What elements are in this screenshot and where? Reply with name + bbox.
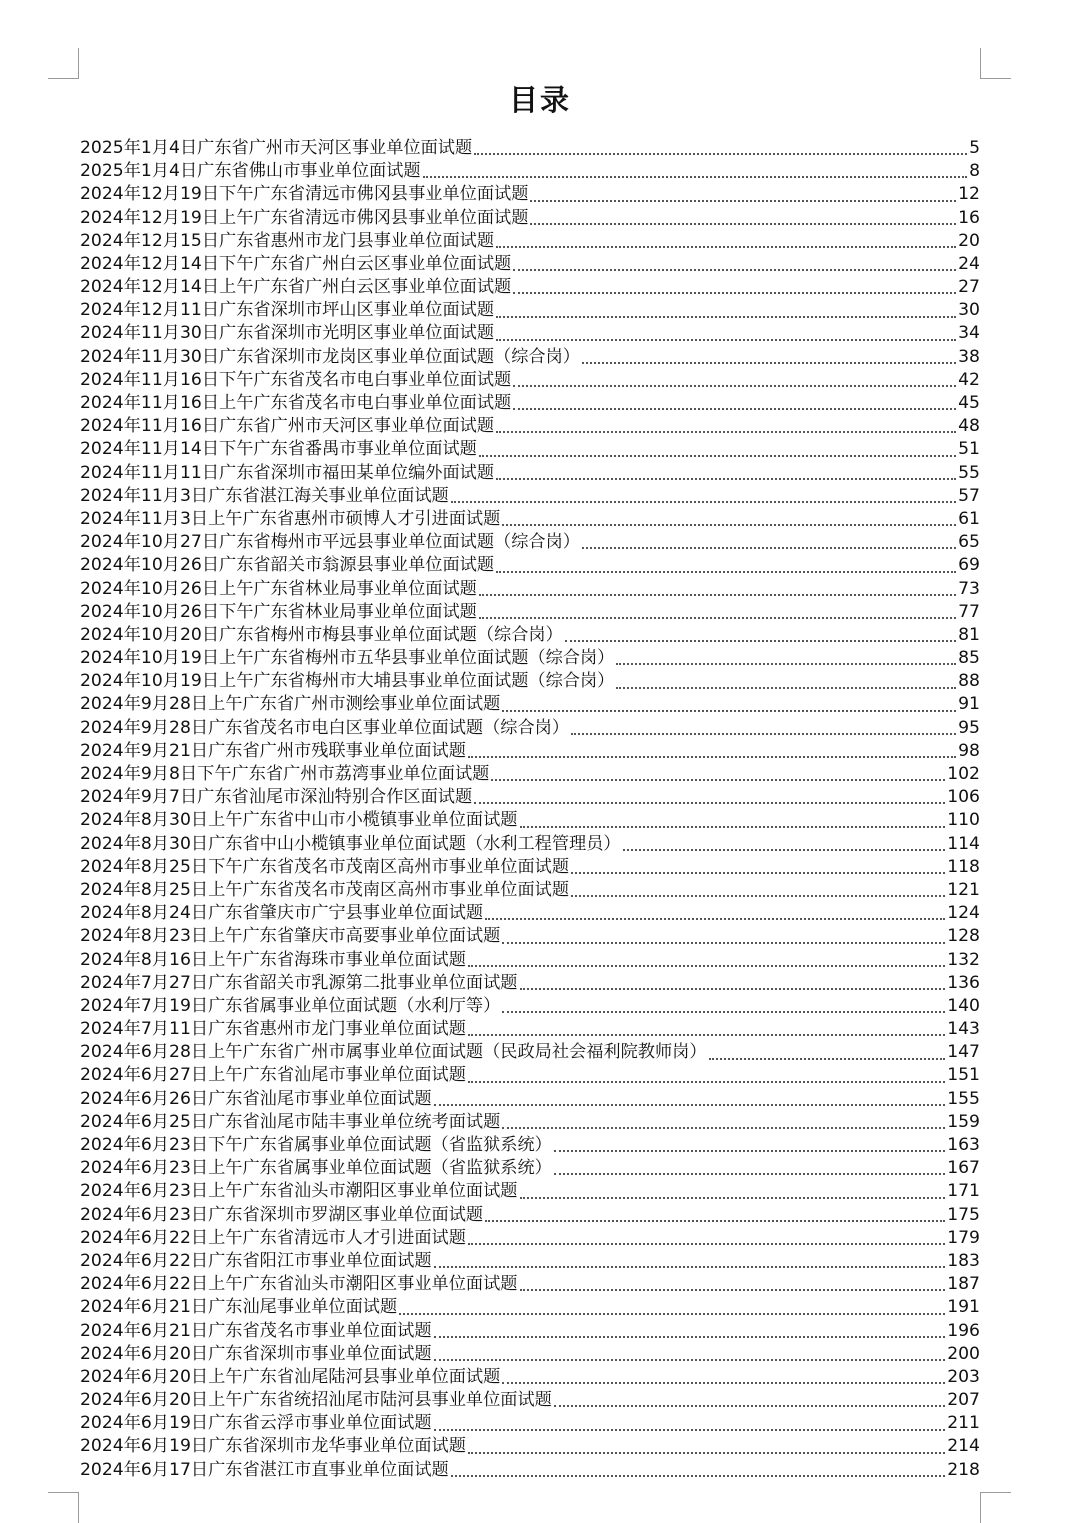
- toc-dot-leader: [496, 245, 956, 248]
- toc-entry-title: 2024年6月20日广东省深圳市事业单位面试题: [80, 1343, 432, 1364]
- toc-dot-leader: [479, 593, 956, 596]
- toc-entry[interactable]: [80, 462, 980, 485]
- toc-entry[interactable]: [80, 415, 980, 438]
- toc-dot-leader: [520, 1288, 946, 1291]
- toc-entry-title: 2024年6月23日上午广东省属事业单位面试题（省监狱系统）: [80, 1158, 552, 1179]
- toc-dot-leader: [554, 1149, 945, 1152]
- toc-entry[interactable]: [80, 369, 980, 392]
- toc-entry-title: 2024年8月24日广东省肇庆市广宁县事业单位面试题: [80, 903, 484, 924]
- toc-page-number: 118: [947, 856, 980, 877]
- toc-page-number: 69: [958, 555, 980, 576]
- toc-entry[interactable]: [80, 902, 980, 925]
- toc-page-number: 151: [947, 1065, 980, 1086]
- toc-entry-title: 2024年8月25日下午广东省茂名市茂南区高州市事业单位面试题: [80, 856, 570, 877]
- toc-entry-title: 2024年6月21日广东汕尾事业单位面试题: [80, 1297, 398, 1318]
- toc-entry-title: 2024年6月22日上午广东省汕头市潮阳区事业单位面试题: [80, 1274, 518, 1295]
- toc-entry[interactable]: [80, 925, 980, 948]
- toc-dot-leader: [502, 1381, 945, 1384]
- toc-entry-title: 2024年6月19日广东省深圳市龙华事业单位面试题: [80, 1436, 466, 1457]
- toc-dot-leader: [468, 1242, 945, 1245]
- toc-entry-title: 2024年6月19日广东省云浮市事业单位面试题: [80, 1413, 432, 1434]
- toc-entry[interactable]: [80, 1111, 980, 1134]
- toc-entry[interactable]: [80, 1412, 980, 1435]
- toc-dot-leader: [485, 1219, 945, 1222]
- toc-entry[interactable]: [80, 253, 980, 276]
- toc-page-number: 132: [947, 949, 980, 970]
- toc-entry[interactable]: [80, 531, 980, 554]
- toc-dot-leader: [502, 1010, 945, 1013]
- toc-entry-title: 2024年8月30日广东省中山小榄镇事业单位面试题（水利工程管理员）: [80, 833, 621, 854]
- toc-entry-title: 2024年12月19日上午广东省清远市佛冈县事业单位面试题: [80, 207, 529, 228]
- toc-page-number: 196: [947, 1320, 980, 1341]
- toc-page-number: 159: [947, 1111, 980, 1132]
- toc-entry-title: 2024年9月28日上午广东省广州市测绘事业单位面试题: [80, 694, 501, 715]
- toc-dot-leader: [434, 1358, 946, 1361]
- toc-entry-title: 2024年6月26日广东省汕尾市事业单位面试题: [80, 1088, 432, 1109]
- toc-page-number: 61: [958, 508, 980, 529]
- toc-entry-title: 2024年12月14日上午广东省广州白云区事业单位面试题: [80, 277, 512, 298]
- toc-entry-title: 2024年6月22日广东省阳江市事业单位面试题: [80, 1250, 432, 1271]
- toc-dot-leader: [468, 1451, 945, 1454]
- toc-page-number: 128: [947, 926, 980, 947]
- toc-page-number: 57: [958, 485, 980, 506]
- toc-dot-leader: [451, 1474, 945, 1477]
- toc-entry[interactable]: [80, 508, 980, 531]
- toc-page-number: 20: [958, 230, 980, 251]
- toc-dot-leader: [520, 987, 946, 990]
- toc-dot-leader: [468, 1033, 945, 1036]
- toc-entry[interactable]: [80, 809, 980, 832]
- toc-entry[interactable]: [80, 1436, 980, 1459]
- toc-entry-title: 2024年8月16日上午广东省海珠市事业单位面试题: [80, 949, 466, 970]
- toc-page-number: 121: [947, 879, 980, 900]
- toc-entry-title: 2024年6月23日下午广东省属事业单位面试题（省监狱系统）: [80, 1135, 552, 1156]
- toc-page-number: 143: [947, 1019, 980, 1040]
- toc-page-number: 167: [947, 1158, 980, 1179]
- toc-page-number: 48: [958, 416, 980, 437]
- toc-entry-title: 2024年11月16日上午广东省茂名市电白事业单位面试题: [80, 393, 512, 414]
- toc-dot-leader: [520, 1196, 946, 1199]
- toc-entry[interactable]: [80, 1343, 980, 1366]
- toc-page-number: 42: [958, 369, 980, 390]
- toc-entry-title: 2024年10月26日下午广东省林业局事业单位面试题: [80, 601, 477, 622]
- toc-entry-title: 2024年6月25日广东省汕尾市陆丰事业单位统考面试题: [80, 1111, 501, 1132]
- toc-page-number: 98: [958, 740, 980, 761]
- toc-entry[interactable]: [80, 972, 980, 995]
- toc-entry-title: 2024年9月7日广东省汕尾市深汕特别合作区面试题: [80, 787, 473, 808]
- toc-entry-title: 2024年11月3日上午广东省惠州市硕博人才引进面试题: [80, 508, 501, 529]
- toc-entry[interactable]: [80, 137, 980, 160]
- toc-entry[interactable]: [80, 1018, 980, 1041]
- toc-page-number: 95: [958, 717, 980, 738]
- toc-dot-leader: [434, 1265, 946, 1268]
- toc-page-number: 30: [958, 300, 980, 321]
- toc-entry[interactable]: [80, 740, 980, 763]
- toc-page-number: 51: [958, 439, 980, 460]
- toc-entry-title: 2024年7月19日广东省属事业单位面试题（水利厅等）: [80, 995, 501, 1016]
- toc-page-number: 175: [947, 1204, 980, 1225]
- toc-page-number: 91: [958, 694, 980, 715]
- toc-entry[interactable]: [80, 670, 980, 693]
- toc-dot-leader: [496, 315, 956, 318]
- toc-page-number: 106: [947, 787, 980, 808]
- toc-dot-leader: [571, 894, 945, 897]
- toc-page-number: 136: [947, 972, 980, 993]
- toc-entry[interactable]: [80, 856, 980, 879]
- toc-entry[interactable]: [80, 1227, 980, 1250]
- crop-mark-bottom-right: [980, 1492, 1011, 1523]
- toc-page-number: 55: [958, 462, 980, 483]
- toc-entry[interactable]: [80, 1459, 980, 1482]
- toc-page-number: 38: [958, 346, 980, 367]
- toc-dot-leader: [571, 871, 945, 874]
- toc-dot-leader: [513, 291, 956, 294]
- toc-page-number: 102: [947, 764, 980, 785]
- toc-page-number: 163: [947, 1135, 980, 1156]
- toc-page-number: 45: [958, 393, 980, 414]
- toc-entry-title: 2024年7月27日广东省韶关市乳源第二批事业单位面试题: [80, 972, 518, 993]
- toc-entry[interactable]: [80, 879, 980, 902]
- toc-entry[interactable]: [80, 346, 980, 369]
- toc-entry-title: 2024年11月30日广东省深圳市龙岗区事业单位面试题（综合岗）: [80, 346, 580, 367]
- toc-entry[interactable]: [80, 1065, 980, 1088]
- toc-entry[interactable]: [80, 230, 980, 253]
- toc-entry-title: 2024年11月30日广东省深圳市光明区事业单位面试题: [80, 323, 495, 344]
- toc-entry-title: 2024年10月26日上午广东省林业局事业单位面试题: [80, 578, 477, 599]
- toc-page-number: 211: [947, 1413, 980, 1434]
- toc-entry[interactable]: [80, 323, 980, 346]
- toc-entry[interactable]: [80, 1180, 980, 1203]
- toc-dot-leader: [434, 1428, 946, 1431]
- toc-page-number: 183: [947, 1250, 980, 1271]
- toc-page-number: 65: [958, 532, 980, 553]
- toc-dot-leader: [434, 1103, 946, 1106]
- toc-entry-title: 2024年6月28日上午广东省广州市属事业单位面试题（民政局社会福利院教师岗）: [80, 1042, 707, 1063]
- toc-entry[interactable]: [80, 763, 980, 786]
- toc-entry[interactable]: [80, 995, 980, 1018]
- toc-dot-leader: [582, 546, 956, 549]
- toc-entry[interactable]: [80, 1088, 980, 1111]
- toc-entry[interactable]: [80, 299, 980, 322]
- toc-entry[interactable]: [80, 1389, 980, 1412]
- toc-dot-leader: [554, 1172, 945, 1175]
- toc-page-number: 124: [947, 903, 980, 924]
- toc-entry[interactable]: [80, 1273, 980, 1296]
- toc-entry[interactable]: [80, 392, 980, 415]
- table-of-contents: [80, 137, 980, 1482]
- toc-page-number: 85: [958, 648, 980, 669]
- page-title: 目录: [508, 83, 571, 117]
- toc-dot-leader: [502, 709, 956, 712]
- toc-page-number: 203: [947, 1366, 980, 1387]
- toc-entry-title: 2024年10月20日广东省梅州市梅县事业单位面试题（综合岗）: [80, 624, 563, 645]
- toc-entry[interactable]: [80, 485, 980, 508]
- toc-dot-leader: [530, 199, 956, 202]
- toc-entry[interactable]: [80, 786, 980, 809]
- toc-entry[interactable]: [80, 438, 980, 461]
- toc-dot-leader: [582, 361, 956, 364]
- toc-dot-leader: [474, 801, 945, 804]
- toc-dot-leader: [513, 268, 956, 271]
- toc-entry-title: 2024年10月19日上午广东省梅州市大埔县事业单位面试题（综合岗）: [80, 671, 615, 692]
- toc-dot-leader: [468, 755, 956, 758]
- toc-dot-leader: [496, 430, 956, 433]
- toc-page-number: 8: [969, 161, 980, 182]
- toc-dot-leader: [502, 523, 956, 526]
- toc-page-number: 171: [947, 1181, 980, 1202]
- toc-entry[interactable]: [80, 160, 980, 183]
- toc-entry-title: 2024年11月11日广东省深圳市福田某单位编外面试题: [80, 462, 495, 483]
- toc-dot-leader: [565, 639, 956, 642]
- toc-entry-title: 2024年6月17日广东省湛江市直事业单位面试题: [80, 1459, 449, 1480]
- toc-page-number: 24: [958, 253, 980, 274]
- toc-dot-leader: [496, 338, 956, 341]
- toc-dot-leader: [399, 1312, 945, 1315]
- toc-entry[interactable]: [80, 624, 980, 647]
- toc-entry-title: 2024年6月21日广东省茂名市事业单位面试题: [80, 1320, 432, 1341]
- toc-page-number: 5: [969, 137, 980, 158]
- toc-page-number: 207: [947, 1390, 980, 1411]
- toc-entry-title: 2024年12月14日下午广东省广州白云区事业单位面试题: [80, 253, 512, 274]
- toc-page-number: 73: [958, 578, 980, 599]
- toc-entry-title: 2024年11月16日广东省广州市天河区事业单位面试题: [80, 416, 495, 437]
- toc-page-number: 114: [947, 833, 980, 854]
- toc-entry-title: 2024年11月3日广东省湛江海关事业单位面试题: [80, 485, 449, 506]
- toc-page-number: 27: [958, 277, 980, 298]
- toc-entry[interactable]: [80, 276, 980, 299]
- toc-dot-leader: [530, 222, 956, 225]
- toc-page-number: 218: [947, 1459, 980, 1480]
- toc-entry-title: 2024年10月27日广东省梅州市平远县事业单位面试题（综合岗）: [80, 532, 580, 553]
- toc-entry-title: 2024年10月19日上午广东省梅州市五华县事业单位面试题（综合岗）: [80, 648, 615, 669]
- toc-page-number: 179: [947, 1227, 980, 1248]
- crop-mark-top-right: [980, 48, 1011, 79]
- toc-entry-title: 2024年9月8日下午广东省广州市荔湾事业单位面试题: [80, 764, 490, 785]
- toc-dot-leader: [496, 570, 956, 573]
- toc-page-number: 88: [958, 671, 980, 692]
- toc-entry[interactable]: [80, 717, 980, 740]
- toc-dot-leader: [513, 407, 956, 410]
- toc-entry[interactable]: [80, 1320, 980, 1343]
- toc-dot-leader: [616, 662, 956, 665]
- toc-page-number: 155: [947, 1088, 980, 1109]
- toc-dot-leader: [474, 152, 967, 155]
- toc-entry-title: 2024年9月28日广东省茂名市电白区事业单位面试题（综合岗）: [80, 717, 570, 738]
- toc-dot-leader: [468, 1080, 945, 1083]
- toc-entry[interactable]: [80, 1366, 980, 1389]
- toc-entry-title: 2025年1月4日广东省佛山市事业单位面试题: [80, 161, 421, 182]
- toc-dot-leader: [623, 848, 946, 851]
- toc-entry-title: 2025年1月4日广东省广州市天河区事业单位面试题: [80, 137, 473, 158]
- toc-entry-title: 2024年6月22日上午广东省清远市人才引进面试题: [80, 1227, 466, 1248]
- toc-entry[interactable]: [80, 1041, 980, 1064]
- toc-entry[interactable]: [80, 647, 980, 670]
- toc-dot-leader: [468, 964, 945, 967]
- toc-entry-title: 2024年6月23日上午广东省汕头市潮阳区事业单位面试题: [80, 1181, 518, 1202]
- toc-entry[interactable]: [80, 1250, 980, 1273]
- toc-entry-title: 2024年6月20日上午广东省汕尾陆河县事业单位面试题: [80, 1366, 501, 1387]
- toc-dot-leader: [709, 1057, 946, 1060]
- toc-entry[interactable]: [80, 949, 980, 972]
- toc-entry[interactable]: [80, 207, 980, 230]
- toc-page-number: 16: [958, 207, 980, 228]
- toc-dot-leader: [502, 1126, 945, 1129]
- toc-page-number: 200: [947, 1343, 980, 1364]
- toc-entry-title: 2024年6月23日广东省深圳市罗湖区事业单位面试题: [80, 1204, 484, 1225]
- toc-entry[interactable]: [80, 833, 980, 856]
- crop-mark-top-left: [48, 48, 79, 79]
- toc-page-number: 147: [947, 1042, 980, 1063]
- toc-entry[interactable]: [80, 1134, 980, 1157]
- toc-entry[interactable]: [80, 1204, 980, 1227]
- toc-dot-leader: [479, 616, 956, 619]
- toc-dot-leader: [434, 1335, 946, 1338]
- toc-dot-leader: [491, 778, 945, 781]
- toc-entry[interactable]: [80, 554, 980, 577]
- toc-dot-leader: [616, 686, 956, 689]
- toc-entry-title: 2024年12月11日广东省深圳市坪山区事业单位面试题: [80, 300, 495, 321]
- toc-page-number: 187: [947, 1274, 980, 1295]
- toc-entry-title: 2024年11月16日下午广东省茂名市电白事业单位面试题: [80, 369, 512, 390]
- toc-entry-title: 2024年7月11日广东省惠州市龙门事业单位面试题: [80, 1019, 466, 1040]
- crop-mark-bottom-left: [48, 1492, 79, 1523]
- toc-entry[interactable]: [80, 1296, 980, 1319]
- toc-page-number: 77: [958, 601, 980, 622]
- toc-entry-title: 2024年8月30日上午广东省中山市小榄镇事业单位面试题: [80, 810, 518, 831]
- toc-entry-title: 2024年11月14日下午广东省番禺市事业单位面试题: [80, 439, 477, 460]
- toc-page-number: 81: [958, 624, 980, 645]
- toc-entry-title: 2024年9月21日广东省广州市残联事业单位面试题: [80, 740, 466, 761]
- toc-page-number: 214: [947, 1436, 980, 1457]
- toc-page-number: 140: [947, 995, 980, 1016]
- toc-entry[interactable]: [80, 183, 980, 206]
- toc-dot-leader: [554, 1404, 945, 1407]
- toc-dot-leader: [502, 941, 945, 944]
- toc-page-number: 34: [958, 323, 980, 344]
- toc-entry-title: 2024年10月26日广东省韶关市翁源县事业单位面试题: [80, 555, 495, 576]
- toc-entry[interactable]: [80, 1157, 980, 1180]
- toc-entry-title: 2024年6月27日上午广东省汕尾市事业单位面试题: [80, 1065, 466, 1086]
- toc-page-number: 12: [958, 184, 980, 205]
- toc-entry-title: 2024年8月23日上午广东省肇庆市高要事业单位面试题: [80, 926, 501, 947]
- toc-entry-title: 2024年12月15日广东省惠州市龙门县事业单位面试题: [80, 230, 495, 251]
- toc-dot-leader: [496, 477, 956, 480]
- toc-dot-leader: [423, 175, 967, 178]
- toc-entry-title: 2024年12月19日下午广东省清远市佛冈县事业单位面试题: [80, 184, 529, 205]
- toc-dot-leader: [520, 825, 946, 828]
- toc-entry[interactable]: [80, 601, 980, 624]
- toc-page-number: 110: [947, 810, 980, 831]
- toc-dot-leader: [571, 732, 956, 735]
- toc-dot-leader: [451, 500, 956, 503]
- toc-entry-title: 2024年8月25日上午广东省茂名市茂南区高州市事业单位面试题: [80, 879, 570, 900]
- toc-page-number: 191: [947, 1297, 980, 1318]
- toc-entry[interactable]: [80, 578, 980, 601]
- toc-dot-leader: [485, 917, 945, 920]
- toc-dot-leader: [513, 384, 956, 387]
- toc-entry[interactable]: [80, 694, 980, 717]
- toc-entry-title: 2024年6月20日上午广东省统招汕尾市陆河县事业单位面试题: [80, 1390, 552, 1411]
- toc-dot-leader: [479, 454, 956, 457]
